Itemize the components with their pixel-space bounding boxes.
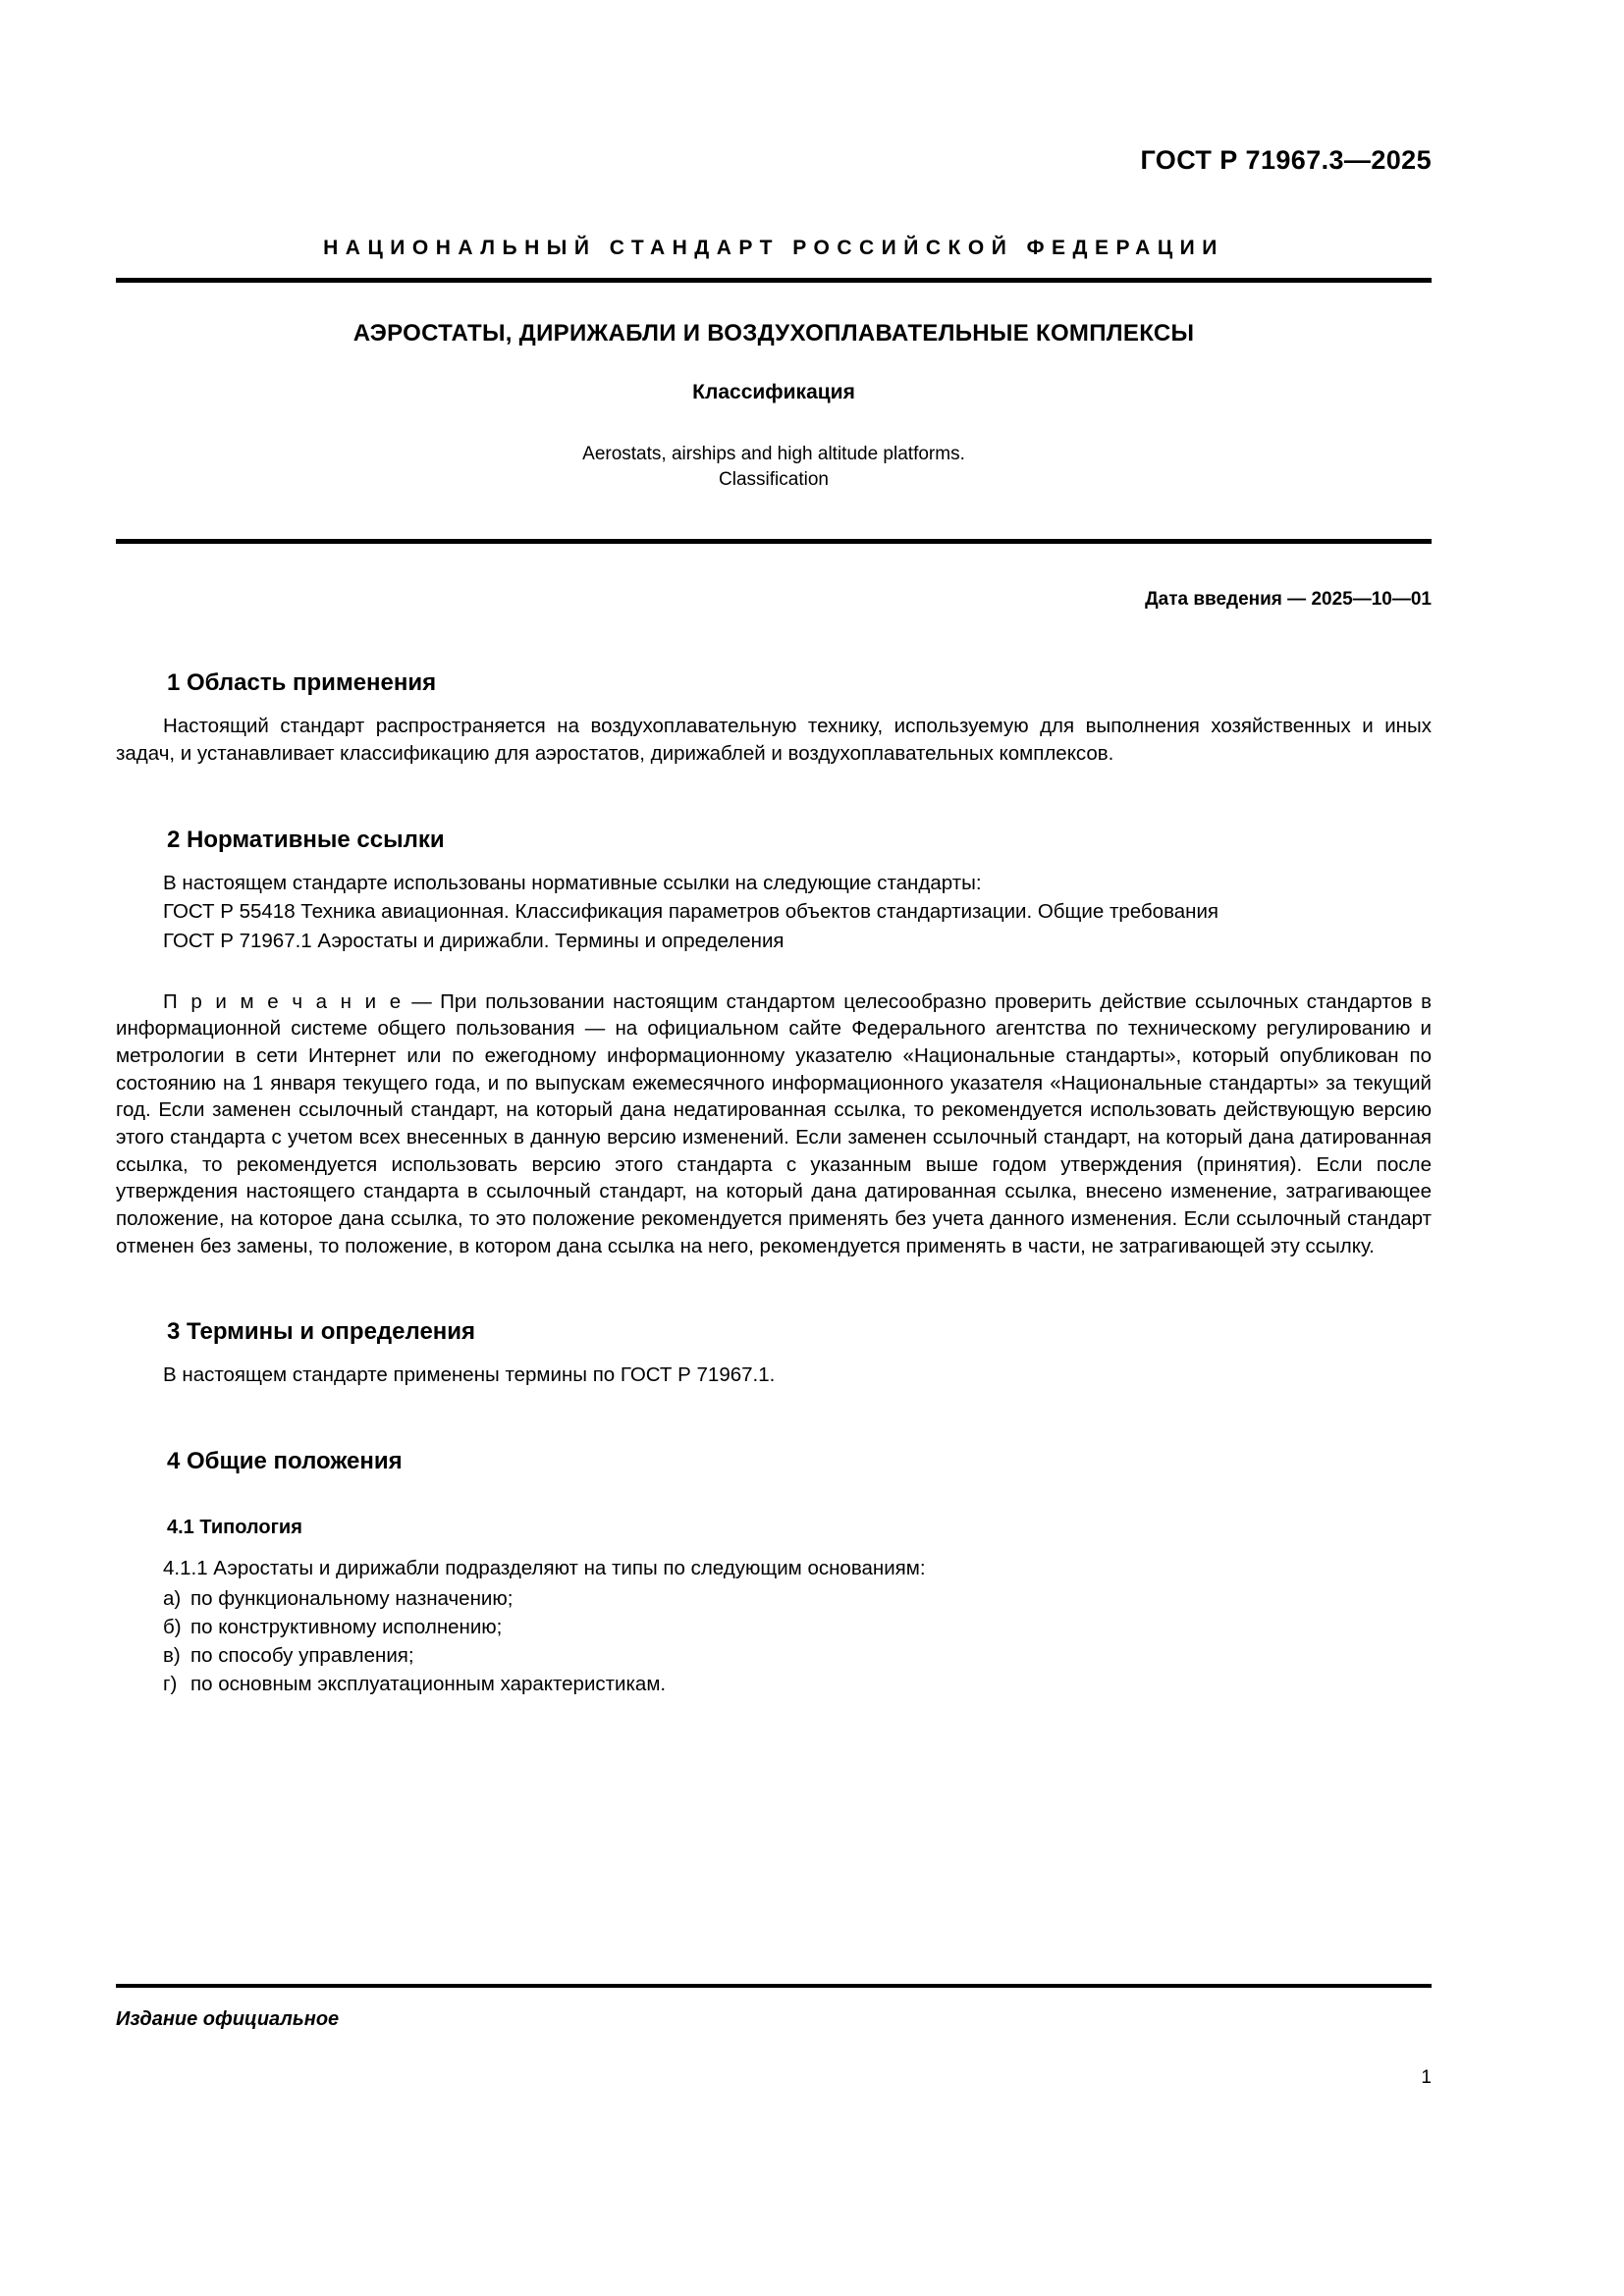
- list-item-label: по конструктивному исполнению;: [190, 1615, 503, 1638]
- clause-4-1-1-list: [116, 1584, 1432, 1698]
- list-item-label: по функциональному назначению;: [190, 1586, 514, 1610]
- list-item-marker: б): [163, 1615, 182, 1638]
- title-english-line-2: Classification: [719, 468, 829, 490]
- section-heading-1: 1 Область применения: [167, 669, 437, 697]
- section-3-paragraph-1: В настоящем стандарте применены термины по ГОСТ Р 71967.1.: [163, 1363, 776, 1387]
- section-heading-2: 2 Нормативные ссылки: [167, 826, 445, 853]
- list-item-marker: а): [163, 1586, 182, 1610]
- page-title: АЭРОСТАТЫ, ДИРИЖАБЛИ И ВОЗДУХОПЛАВАТЕЛЬНЫЕ КОМПЛЕКСЫ: [352, 320, 1195, 347]
- section-2-paragraph-1: В настоящем стандарте использованы нормативные ссылки на следующие стандарты:: [163, 871, 982, 894]
- page-content: [116, 0, 1432, 1698]
- list-item-marker: г): [163, 1673, 178, 1696]
- list-item: [163, 1641, 1432, 1670]
- note-text: — При пользовании настоящим стандартом целесообразно проверить действие ссылочных стандартов в информационной системе общего пользования — на официальном сайте Федерального агентства по техническому регулированию и метрологии в сети Интернет или по ежегодному информационному указателю «Национальные стандарты», который опубликован по состоянию на 1 января текущего года, и по выпускам ежемесячного информационного указателя «Национальные стандарты» за текущий год. Если заменен ссылочный стандарт, на который дана недатированная ссылка, то рекомендуется использовать действующую версию этого стандарта с учетом всех внесенных в данную версию изменений. Если заменен ссылочный стандарт, на который дана датированная ссылка, то рекомендуется использовать версию этого стандарта с указанным выше годом утверждения (принятия). Если после утверждения настоящего стандарта в ссылочный стандарт, на который дана датированная ссылка, внесено изменение, затрагивающее положение, на которое дана ссылка, то это положение рекомендуется применять без учета данного изменения. Если ссылочный стандарт отменен без замены, то положение, в котором дана ссылка на него, рекомендуется применять в части, не затрагивающей эту ссылку.: [116, 989, 1432, 1257]
- title-english: [116, 442, 1432, 492]
- footer-divider: [116, 1984, 1432, 1988]
- document-number: ГОСТ Р 71967.3—2025: [1140, 145, 1432, 175]
- list-item: [163, 1613, 1432, 1641]
- list-item-label: по основным эксплуатационным характеристикам.: [190, 1673, 667, 1696]
- national-standard-line: НАЦИОНАЛЬНЫЙ СТАНДАРТ РОССИЙСКОЙ ФЕДЕРАЦИИ: [323, 237, 1224, 259]
- subsection-heading-4-1: 4.1 Типология: [167, 1517, 302, 1539]
- section-1-paragraph-1: Настоящий стандарт распространяется на воздухоплавательную технику, используемую для выполнения хозяйственных и иных задач, и устанавливает классификацию для аэростатов, дирижаблей и воздухоплавательных комплексов.: [116, 715, 1432, 765]
- clause-4-1-1: 4.1.1 Аэростаты и дирижабли подразделяют на типы по следующим основаниям:: [163, 1557, 926, 1580]
- list-item: [163, 1584, 1432, 1613]
- list-item: [163, 1670, 1432, 1698]
- official-edition-note: Издание официальное: [116, 2008, 340, 2030]
- page-subtitle: Классификация: [692, 381, 855, 403]
- section-2-reference-2: ГОСТ Р 71967.1 Аэростаты и дирижабли. Термины и определения: [163, 929, 785, 952]
- introduction-date: Дата введения — 2025—10—01: [1145, 589, 1432, 611]
- section-2-note: [116, 988, 1432, 1260]
- title-english-line-1: Aerostats, airships and high altitude platforms.: [582, 444, 965, 464]
- list-item-marker: в): [163, 1643, 181, 1667]
- header-divider-bottom: [116, 539, 1432, 544]
- list-item-label: по способу управления;: [190, 1643, 414, 1667]
- page-number: 1: [1421, 2067, 1432, 2088]
- note-label: П р и м е ч а н и е: [163, 989, 404, 1013]
- section-2-reference-1: ГОСТ Р 55418 Техника авиационная. Классификация параметров объектов стандартизации. Общие требования: [163, 900, 1218, 924]
- title-block: [116, 283, 1432, 521]
- section-heading-3: 3 Термины и определения: [167, 1318, 476, 1346]
- section-heading-4: 4 Общие положения: [167, 1448, 403, 1475]
